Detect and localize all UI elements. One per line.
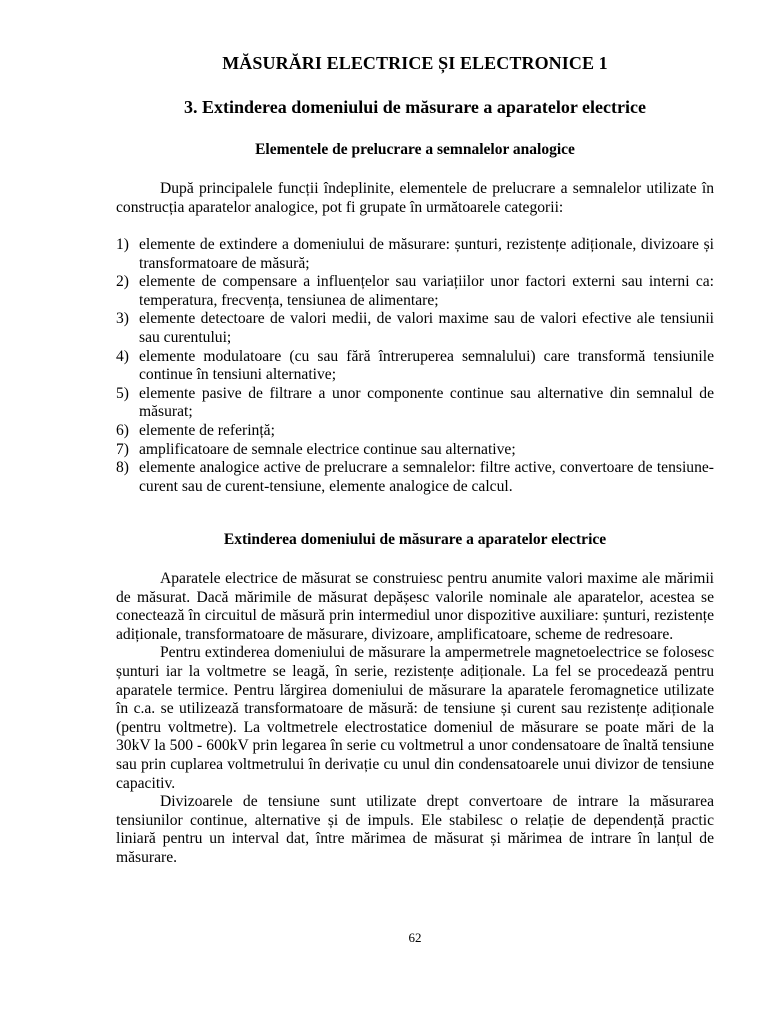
list-item — [116, 441, 714, 460]
list-item-number: 3) — [116, 310, 129, 328]
list-item-number: 6) — [116, 421, 129, 439]
chapter-title: 3. Extinderea domeniului de măsurare a aparatelor electrice — [184, 97, 646, 117]
list-item — [116, 422, 714, 441]
list-item-number: 8) — [116, 459, 129, 477]
document-title: MĂSURĂRI ELECTRICE ȘI ELECTRONICE 1 — [222, 53, 608, 73]
list-item-text: elemente de extindere a domeniului de măsurare: șunturi, rezistențe adiționale, divizoare și transformatoare de măsură; — [139, 236, 714, 272]
list-item-text: elemente de referință; — [139, 421, 275, 439]
list-item — [116, 385, 714, 422]
body-paragraph: Aparatele electrice de măsurat se construiesc pentru anumite valori maxime ale mărimii de măsurat. Dacă mărimile de măsurat depășesc valorile nominale ale aparatelor, acestea se conectează în circuitul de măsură prin intermediul unor dispozitive auxiliare: șunturi, rezistențe adiționale, transformatoare de măsurare, divizoare, amplificatoare, scheme de redresoare. — [116, 570, 714, 643]
category-list — [116, 236, 714, 496]
section-body — [116, 570, 714, 868]
list-item-text: elemente de compensare a influențelor sau variațiilor unor factori externi sau interni ca: temperatura, frecvența, tensiunea de alimentare; — [139, 273, 714, 309]
intro-paragraph: După principalele funcții îndeplinite, elementele de prelucrare a semnalelor utilizate în construcția aparatelor analogice, pot fi grupate în următoarele categorii: — [116, 180, 714, 216]
body-paragraph: Pentru extinderea domeniului de măsurare la ampermetrele magnetoelectrice se folosesc șunturi iar la voltmetre se leagă, în serie, rezistențe adiționale. La fel se procedează pentru aparatele termice. Pentru lărgirea domeniului de măsurare la aparatele feromagnetice utilizate în c.a. se utilizează transformatoare de măsură: de tensiune și curent sau rezistențe adiționale (pentru voltmetre). La voltmetrele electrostatice domeniul de măsurare se poate mări de la 30kV la 500 - 600kV prin legarea în serie cu voltmetrul a unor condensatoare de înaltă tensiune sau prin cuplarea voltmetrului în derivație cu unul din condensatoarele unui divizor de tensiune capacitiv. — [116, 644, 714, 792]
list-item-text: amplificatoare de semnale electrice continue sau alternative; — [139, 440, 516, 458]
section-heading-range-extension: Extinderea domeniului de măsurare a aparatelor electrice — [223, 531, 607, 548]
page-number: 62 — [408, 930, 422, 945]
list-item-number: 4) — [116, 347, 129, 365]
list-item-text: elemente pasive de filtrare a unor componente continue sau alternative din semnalul de măsurat; — [139, 384, 714, 421]
section-heading-signal-processing: Elementele de prelucrare a semnalelor analogice — [255, 141, 575, 158]
list-item-text: elemente detectoare de valori medii, de valori maxime sau de valori efective ale tensiunii sau curentului; — [139, 310, 714, 346]
list-item — [116, 273, 714, 310]
list-item-text: elemente modulatoare (cu sau fără întreruperea semnalului) care transformă tensiunile continue în tensiuni alternative; — [139, 347, 714, 384]
list-item — [116, 348, 714, 385]
list-item-number: 5) — [116, 384, 129, 402]
list-item — [116, 459, 714, 496]
list-item — [116, 236, 714, 273]
list-item-number: 1) — [116, 236, 129, 253]
body-paragraph: Divizoarele de tensiune sunt utilizate drept convertoare de intrare la măsurarea tensiunilor continue, alternative și de impuls. Ele stabilesc o relație de dependență practic liniară pentru un interval dat, între mărimea de măsurat și mărimea de intrare în lanțul de măsurare. — [116, 793, 714, 866]
list-item-number: 7) — [116, 440, 129, 458]
list-item-number: 2) — [116, 273, 129, 291]
list-item-text: elemente analogice active de prelucrare a semnalelor: filtre active, convertoare de tensiune-curent sau de curent-tensiune, elemente analogice de calcul. — [139, 459, 714, 495]
list-item — [116, 310, 714, 347]
